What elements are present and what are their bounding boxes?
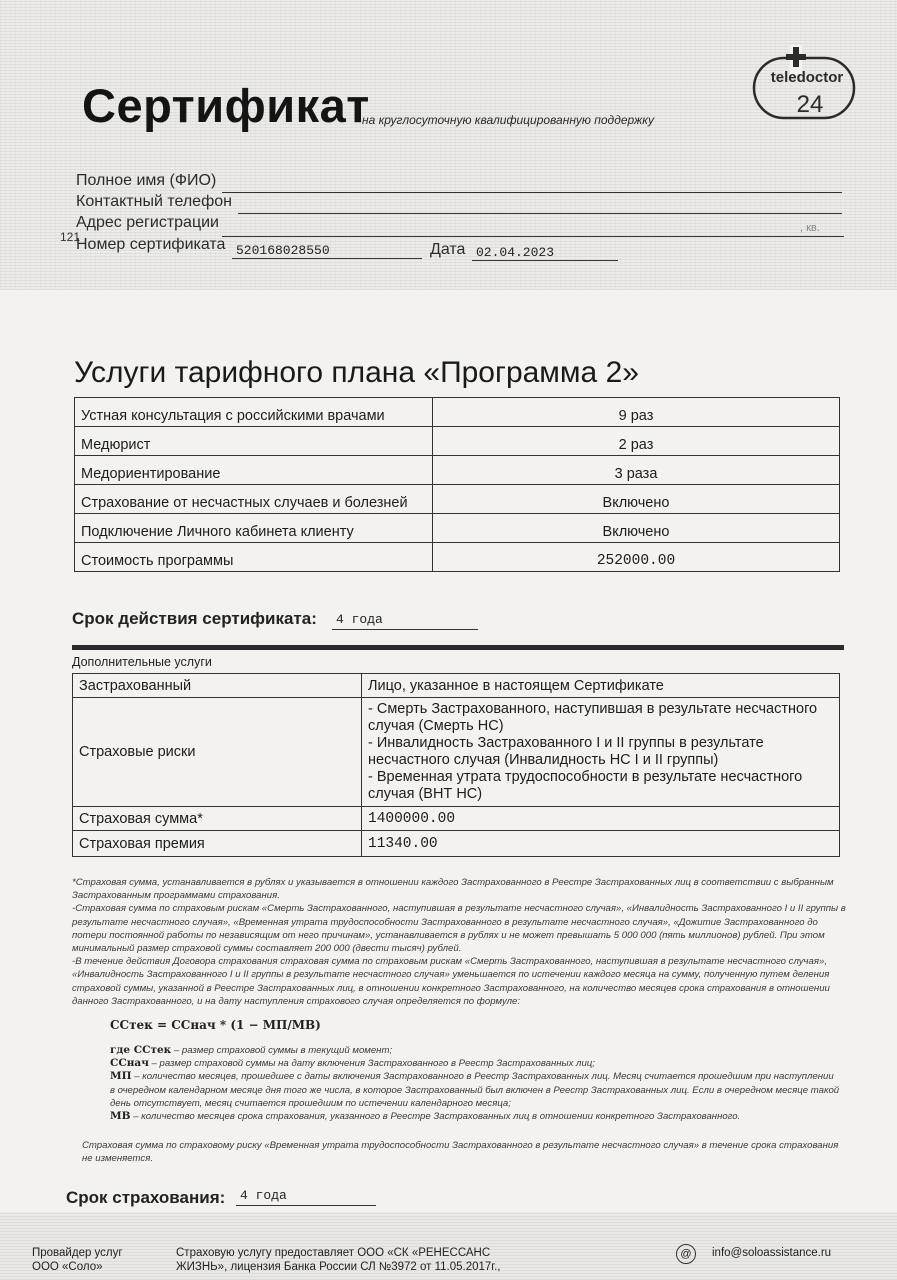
additional-services-table — [72, 673, 840, 857]
table-row — [73, 807, 840, 831]
formula-legend — [110, 1044, 840, 1123]
insured-label: Застрахованный — [73, 674, 362, 698]
services-title: Услуги тарифного плана «Программа 2» — [74, 356, 639, 389]
service-value: 252000.00 — [433, 543, 840, 572]
table-row — [73, 831, 840, 857]
insurer-text: Страховую услугу предоставляет ООО «СК «РЕНЕССАНС ЖИЗНЬ», лицензия Банка России СЛ №3972 от 11.05.2017г., — [176, 1247, 501, 1273]
section-divider — [72, 645, 844, 650]
validity-value: 4 года — [336, 612, 383, 627]
cert-number-line — [232, 258, 422, 259]
validity-label: Срок действия сертификата: — [72, 609, 317, 628]
email-icon: @ — [676, 1244, 696, 1264]
address-label: Адрес регистрации — [76, 214, 219, 231]
service-name: Устная консультация с российскими врачами — [75, 398, 433, 427]
premium-label: Страховая премия — [73, 831, 362, 857]
legend-text: – размер страховой суммы на дату включения Застрахованного в Реестр Застрахованных лиц; — [148, 1058, 595, 1070]
service-value: 3 раза — [433, 456, 840, 485]
legend-text: – количество месяцев срока страхования, указанного в Реестре Застрахованных лиц в отношении конкретного Застрахованного. — [130, 1111, 741, 1123]
legend-tail: Страховая сумма по страховому риску «Временная утрата трудоспособности Застрахованного в результате несчастного случая» в течение срока страхования не изменяется. — [82, 1140, 839, 1165]
service-value: Включено — [433, 485, 840, 514]
phone-line — [238, 213, 842, 214]
legend-term: МВ — [110, 1110, 131, 1123]
risk-item: - Смерть Застрахованного, наступившая в результате несчастного случая (Смерть НС) — [368, 701, 818, 734]
table-row — [73, 674, 840, 698]
service-name: Медориентирование — [75, 456, 433, 485]
footnotes — [72, 876, 850, 1008]
sum-value: 1400000.00 — [362, 807, 840, 831]
logo-text: teledoctor — [770, 69, 844, 86]
full-name-line — [222, 192, 842, 193]
service-value: Включено — [433, 514, 840, 543]
additional-services-label: Дополнительные услуги — [72, 655, 212, 669]
term-label: Срок страхования: — [66, 1188, 226, 1207]
full-name-label: Полное имя (ФИО) — [76, 172, 217, 189]
legend-text: – размер страховой суммы в текущий момент; — [171, 1045, 393, 1056]
table-row — [75, 427, 840, 456]
certificate-title: Сертификат — [82, 79, 370, 132]
service-name: Подключение Личного кабинета клиенту — [75, 514, 433, 543]
legend-item — [110, 1110, 840, 1123]
margin-note: 121 — [60, 230, 81, 244]
cert-number-label: Номер сертификата — [76, 236, 226, 253]
table-row — [75, 543, 840, 572]
term-line — [236, 1205, 376, 1206]
address-line — [222, 236, 844, 237]
date-label: Дата — [430, 241, 466, 258]
date-value: 02.04.2023 — [476, 245, 555, 260]
date-line — [472, 260, 618, 261]
legend-item — [110, 1044, 840, 1057]
legend-item — [110, 1070, 840, 1110]
legend-text: – количество месяцев, прошедшее с даты включения Застрахованного в Реестр Застрахованных лиц. Месяц считается прошедшим при наступлении в очередном календарном месяце дня того же числа, в которое Застрахованный был включен в Реестр Застрахованных лиц. Если в очередном месяце такой день отсутствует, месяц считается прошедшим по истечении календарного месяца; — [110, 1071, 840, 1109]
risk-item: - Временная утрата трудоспособности в результате несчастного случая (ВНТ НС) — [368, 769, 803, 802]
risks-cell — [362, 698, 840, 807]
sum-formula: CCтек = CCнач * (1 − МП/МВ) — [110, 1018, 321, 1032]
legend-term: где CCтек — [110, 1044, 172, 1056]
services-table — [74, 397, 840, 572]
legend-item — [110, 1057, 840, 1070]
provider-label: Провайдер услуг — [32, 1247, 123, 1259]
service-value: 9 раз — [433, 398, 840, 427]
service-name: Стоимость программы — [75, 543, 433, 572]
provider-name: ООО «Соло» — [32, 1261, 103, 1273]
footnote: *Страховая сумма, устанавливается в рублях и указывается в отношении каждого Застрахованного в Реестре Застрахованных лиц в соответствии с выбранным Застрахованным программами страхования. — [72, 877, 834, 902]
certificate-subtitle: на круглосуточную квалифицированную поддержку — [362, 113, 654, 127]
table-row — [75, 398, 840, 427]
service-name: Медюрист — [75, 427, 433, 456]
insured-value: Лицо, указанное в настоящем Сертификате — [362, 674, 840, 698]
risk-item: - Инвалидность Застрахованного I и II группы в результате несчастного случая (Инвалидность НС I и II группы) — [368, 735, 764, 768]
footer-email[interactable]: info@soloassistance.ru — [712, 1247, 832, 1259]
table-row — [73, 698, 840, 807]
table-row — [75, 514, 840, 543]
legend-term: МП — [110, 1070, 132, 1083]
legend-term: CCнач — [110, 1057, 149, 1070]
table-row — [75, 456, 840, 485]
risks-label: Страховые риски — [73, 698, 362, 807]
table-row — [75, 485, 840, 514]
term-value: 4 года — [240, 1188, 287, 1203]
address-apt-suffix: , кв. — [800, 222, 820, 234]
logo-number: 24 — [796, 91, 824, 118]
phone-label: Контактный телефон — [76, 193, 232, 210]
service-value: 2 раз — [433, 427, 840, 456]
footnote: -Страховая сумма по страховым рискам «Смерть Застрахованного, наступившая в результате несчастного случая», «Инвалидность Застрахованного I и II группы в результате несчастного случая», «Временная утрата трудоспособности Застрахованного в результате несчастного случая», «Дожитие Застрахованного до потери постоянной работы по независящим от него причинам», устанавливается в рублях и не может превышать 5 000 000 (пять миллионов) рублей. При этом минимальный размер страховой суммы составляет 200 000 (двести тысяч) рублей. — [72, 903, 846, 955]
service-name: Страхование от несчастных случаев и болезней — [75, 485, 433, 514]
sum-label: Страховая сумма* — [73, 807, 362, 831]
premium-value: 11340.00 — [362, 831, 840, 857]
provider-block — [32, 1246, 162, 1274]
cert-number-value: 520168028550 — [236, 243, 330, 258]
footnote: -В течение действия Договора страхования страховая сумма по страховым рискам «Смерть Застрахованного, наступившая в результате несчастного случая», «Инвалидность Застрахованного I и II группы в результате несчастного случая» уменьшается по истечении каждого месяца на сумму, полученную путем деления страховой суммы, указанной в Реестре Застрахованных лиц, в отношении конкретного Застрахованного, на количество месяцев срока страхования в отношении данного Застрахованного, и на дату наступления страхового случая определяется по формуле: — [72, 956, 830, 1007]
validity-line — [332, 629, 478, 630]
teledoctor-logo — [750, 42, 860, 124]
